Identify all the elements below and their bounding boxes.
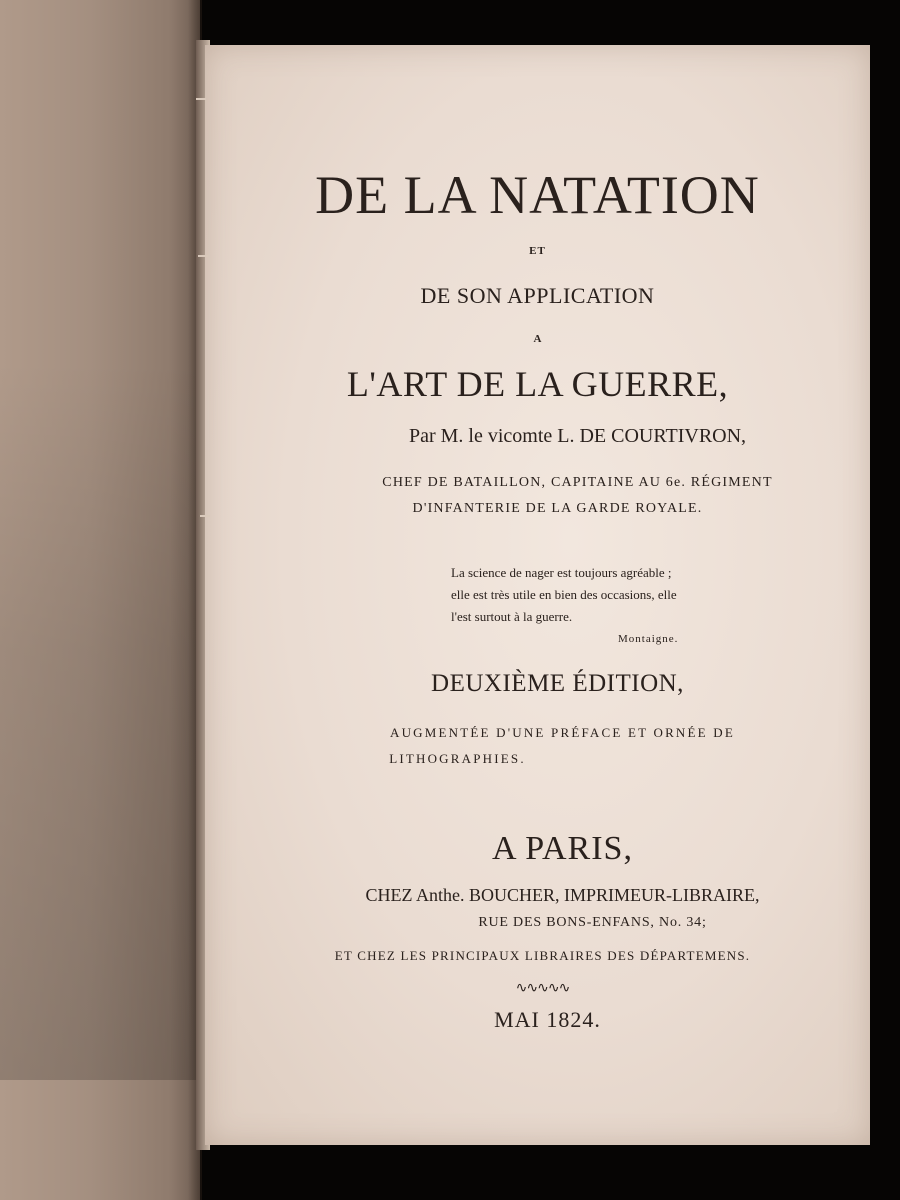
ornament-rule: ∿∿∿∿∿: [515, 981, 570, 996]
augmented-line-2: LITHOGRAPHIES.: [389, 751, 526, 766]
epigraph-attribution: Montaigne.: [618, 633, 679, 645]
epigraph-line-3: l'est surtout à la guerre.: [451, 609, 573, 624]
epigraph-line-2: elle est très utile en bien des occasions, elle: [451, 587, 677, 602]
title-page-text: [205, 45, 870, 1145]
subtitle-line-2: L'ART DE LA GUERRE,: [346, 364, 729, 404]
imprint-distributors: ET CHEZ LES PRINCIPAUX LIBRAIRES DES DÉPARTEMENS.: [334, 948, 751, 963]
publication-date: MAI 1824.: [494, 1007, 601, 1032]
author-rank-line-2: D'INFANTERIE DE LA GARDE ROYALE.: [412, 501, 703, 516]
connector-a: A: [533, 333, 542, 345]
imprint-address: RUE DES BONS-ENFANS, No. 34;: [478, 915, 707, 930]
page-edge-nick: [200, 515, 210, 517]
imprint-city: A PARIS,: [492, 830, 633, 867]
book-title: DE LA NATATION: [315, 165, 760, 225]
page-edge-nick: [196, 98, 206, 100]
connector-et: ET: [529, 245, 546, 257]
title-page: [205, 45, 870, 1145]
cover-shading: [0, 360, 200, 1080]
page-edge-nick: [198, 255, 208, 257]
epigraph-line-1: La science de nager est toujours agréable ;: [451, 565, 672, 580]
author-rank-line-1: CHEF DE BATAILLON, CAPITAINE AU 6e. RÉGIMENT: [382, 475, 773, 490]
edition-line: DEUXIÈME ÉDITION,: [431, 670, 684, 697]
augmented-line-1: AUGMENTÉE D'UNE PRÉFACE ET ORNÉE DE: [390, 725, 735, 740]
imprint-publisher: CHEZ Anthe. BOUCHER, IMPRIMEUR-LIBRAIRE,: [365, 885, 760, 905]
subtitle-line-1: DE SON APPLICATION: [420, 283, 655, 308]
author-line: Par M. le vicomte L. DE COURTIVRON,: [408, 425, 747, 447]
